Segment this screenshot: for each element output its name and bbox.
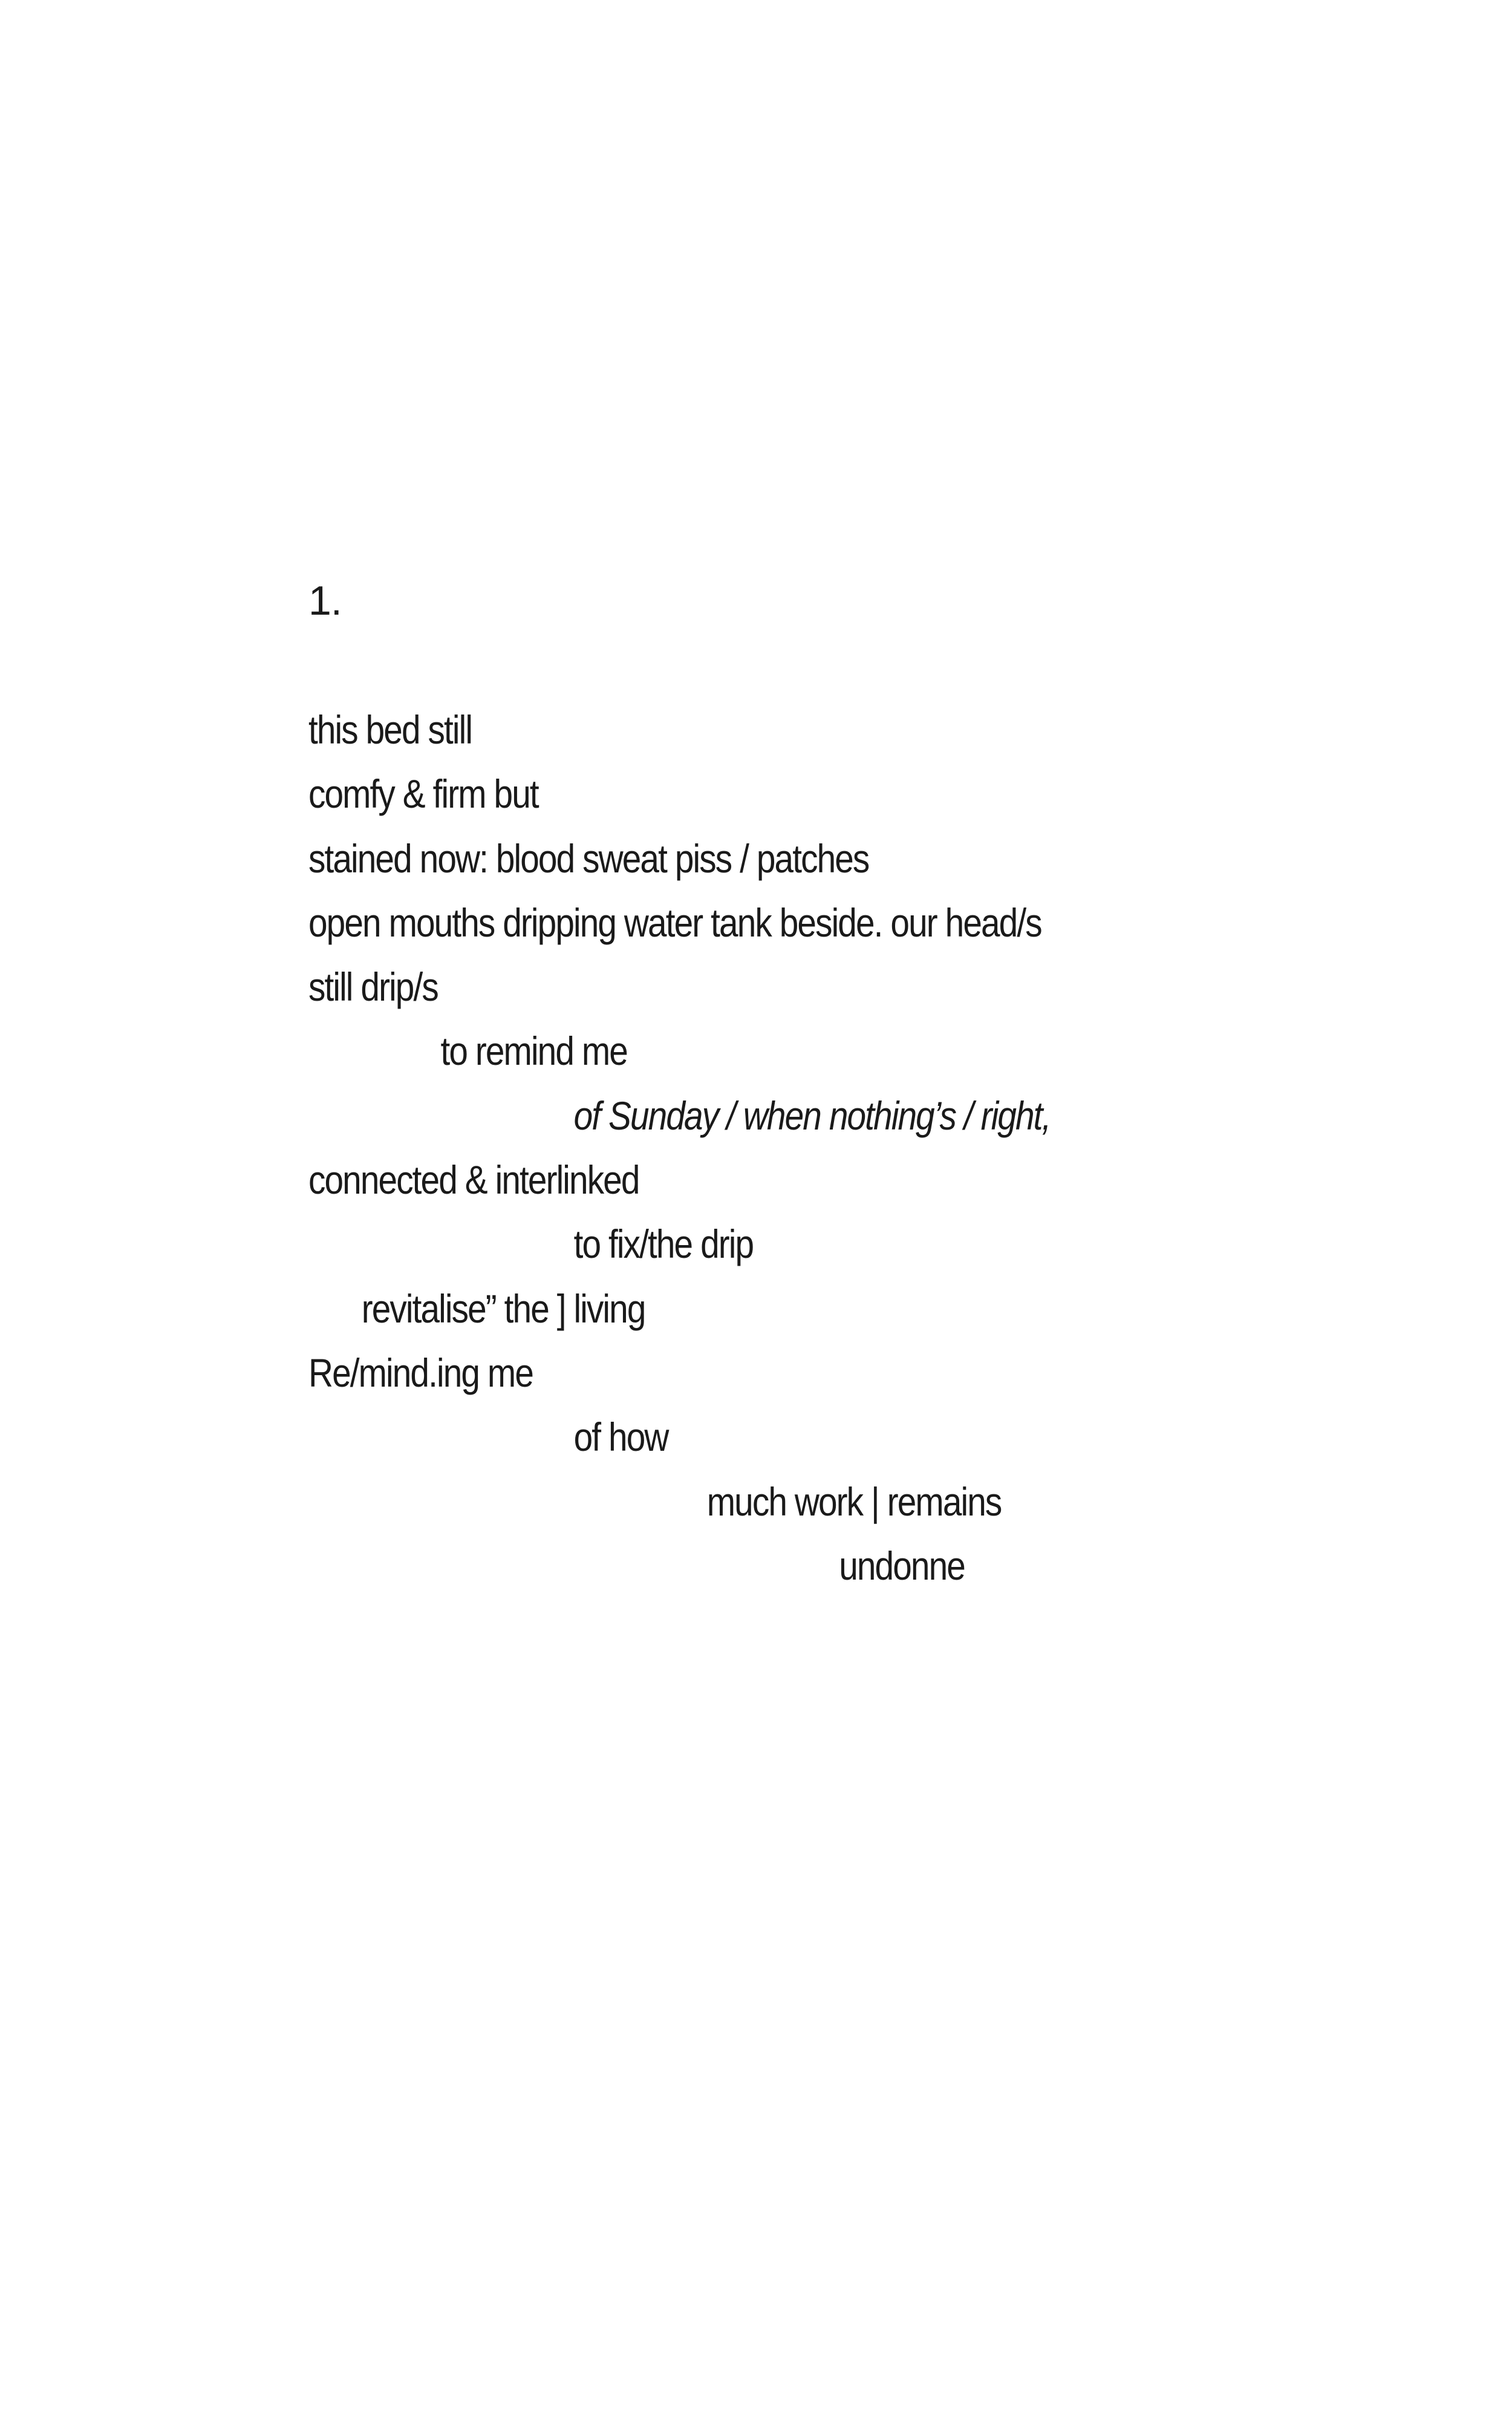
poem-line: much work | remains — [706, 1479, 1002, 1524]
poem-line: comfy & firm but — [308, 771, 538, 817]
poem-line: still drip/s — [308, 964, 438, 1010]
poem-line-italic: of Sunday / when nothing’s / right, — [573, 1093, 1051, 1138]
poem-line: Re/mind.ing me — [308, 1350, 533, 1395]
poem-line: to remind me — [440, 1028, 627, 1074]
poem-line: revitalise” the ] living — [361, 1286, 645, 1331]
poem-line: connected & interlinked — [308, 1157, 639, 1203]
poem-line: undonne — [839, 1543, 965, 1588]
poem-line: this bed still — [308, 707, 472, 752]
poem-line: open mouths dripping water tank beside. our head/s — [308, 900, 1041, 945]
poem-line: stained now: blood sweat piss / patches — [308, 836, 869, 881]
section-number: 1. — [308, 578, 342, 624]
poem-body — [308, 698, 1397, 1598]
poem-line: to fix/the drip — [573, 1221, 754, 1267]
poem-line: of how — [573, 1414, 668, 1460]
